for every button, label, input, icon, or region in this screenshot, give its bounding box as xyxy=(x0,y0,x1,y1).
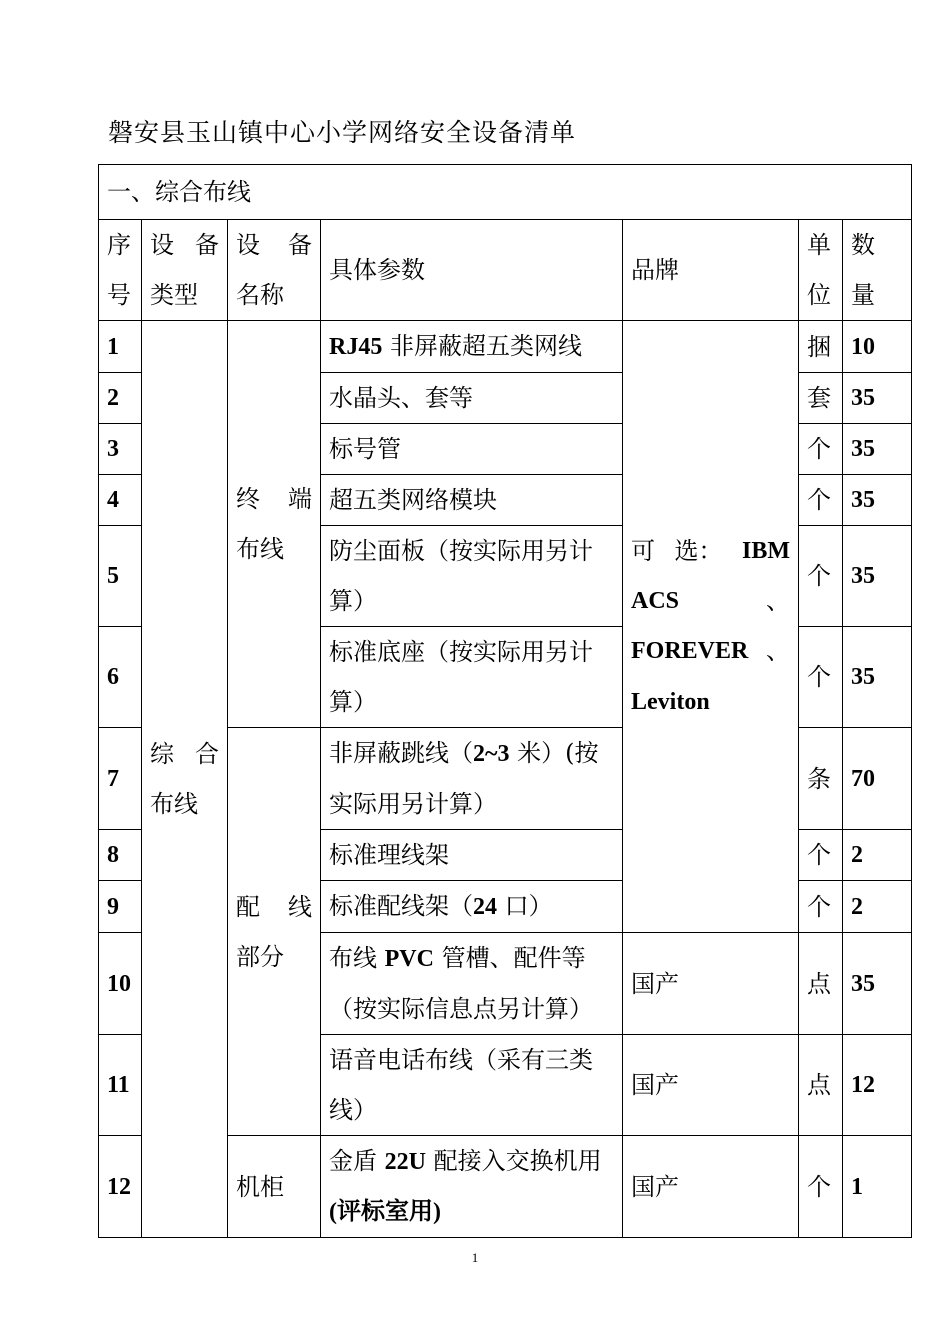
unit-cell: 个 xyxy=(799,526,843,627)
document-title: 磐安县玉山镇中心小学网络安全设备清单 xyxy=(108,118,577,147)
param-cell: 标号管 xyxy=(321,424,623,475)
unit-cell: 个 xyxy=(799,627,843,728)
qty-cell: 12 xyxy=(843,1035,912,1136)
qty-cell: 35 xyxy=(843,933,912,1035)
row-number: 5 xyxy=(99,526,142,627)
table-header-row xyxy=(99,220,912,321)
page-number: 1 xyxy=(471,1250,479,1265)
param-cell: RJ45 非屏蔽超五类网线 xyxy=(321,321,623,373)
row-number: 6 xyxy=(99,627,142,728)
unit-cell: 个 xyxy=(799,830,843,881)
unit-cell: 个 xyxy=(799,475,843,526)
name-cell-terminal-cabling: 终 端 布线 xyxy=(228,321,321,728)
brand-cell-domestic: 国产 xyxy=(623,1136,799,1238)
section-heading: 一、综合布线 xyxy=(99,165,912,220)
param-cell: 防尘面板（按实际用另计 算） xyxy=(321,526,623,627)
param-cell: 超五类网络模块 xyxy=(321,475,623,526)
qty-cell: 35 xyxy=(843,475,912,526)
unit-cell: 个 xyxy=(799,881,843,933)
param-cell: 标准配线架（24 口） xyxy=(321,881,623,933)
name-cell-patch-section: 配 线 部分 xyxy=(228,728,321,1136)
table-row xyxy=(99,321,912,373)
param-cell: 非屏蔽跳线（2~3 米）(按 实际用另计算） xyxy=(321,728,623,830)
unit-cell: 点 xyxy=(799,1035,843,1136)
row-number: 3 xyxy=(99,424,142,475)
type-cell-integrated-cabling: 综 合 布线 xyxy=(142,321,228,1238)
unit-cell: 个 xyxy=(799,1136,843,1238)
header-type: 设 备 类型 xyxy=(142,220,228,321)
row-number: 10 xyxy=(99,933,142,1035)
equipment-table xyxy=(98,164,912,1238)
qty-cell: 2 xyxy=(843,830,912,881)
brand-cell-domestic: 国产 xyxy=(623,1035,799,1136)
qty-cell: 10 xyxy=(843,321,912,373)
header-brand: 品牌 xyxy=(623,220,799,321)
param-cell: 语音电话布线（采有三类 线） xyxy=(321,1035,623,1136)
header-params: 具体参数 xyxy=(321,220,623,321)
qty-cell: 35 xyxy=(843,526,912,627)
qty-cell: 70 xyxy=(843,728,912,830)
row-number: 9 xyxy=(99,881,142,933)
brand-cell-optional: 可 选： IBM ACS 、 FOREVER 、 Leviton xyxy=(623,321,799,933)
qty-cell: 35 xyxy=(843,627,912,728)
unit-cell: 套 xyxy=(799,373,843,424)
header-qty: 数 量 xyxy=(843,220,912,321)
param-cell: 布线 PVC 管槽、配件等 （按实际信息点另计算） xyxy=(321,933,623,1035)
unit-cell: 条 xyxy=(799,728,843,830)
row-number: 7 xyxy=(99,728,142,830)
param-cell: 水晶头、套等 xyxy=(321,373,623,424)
qty-cell: 35 xyxy=(843,373,912,424)
row-number: 2 xyxy=(99,373,142,424)
header-name: 设 备 名称 xyxy=(228,220,321,321)
name-cell-cabinet: 机柜 xyxy=(228,1136,321,1238)
row-number: 1 xyxy=(99,321,142,373)
param-cell: 标准理线架 xyxy=(321,830,623,881)
brand-cell-domestic: 国产 xyxy=(623,933,799,1035)
header-seq: 序 号 xyxy=(99,220,142,321)
row-number: 11 xyxy=(99,1035,142,1136)
section-row xyxy=(99,165,912,220)
row-number: 12 xyxy=(99,1136,142,1238)
param-cell: 金盾 22U 配接入交换机用 (评标室用) xyxy=(321,1136,623,1238)
row-number: 8 xyxy=(99,830,142,881)
qty-cell: 1 xyxy=(843,1136,912,1238)
param-cell: 标准底座（按实际用另计 算） xyxy=(321,627,623,728)
unit-cell: 捆 xyxy=(799,321,843,373)
unit-cell: 个 xyxy=(799,424,843,475)
header-unit: 单 位 xyxy=(799,220,843,321)
qty-cell: 35 xyxy=(843,424,912,475)
qty-cell: 2 xyxy=(843,881,912,933)
row-number: 4 xyxy=(99,475,142,526)
unit-cell: 点 xyxy=(799,933,843,1035)
